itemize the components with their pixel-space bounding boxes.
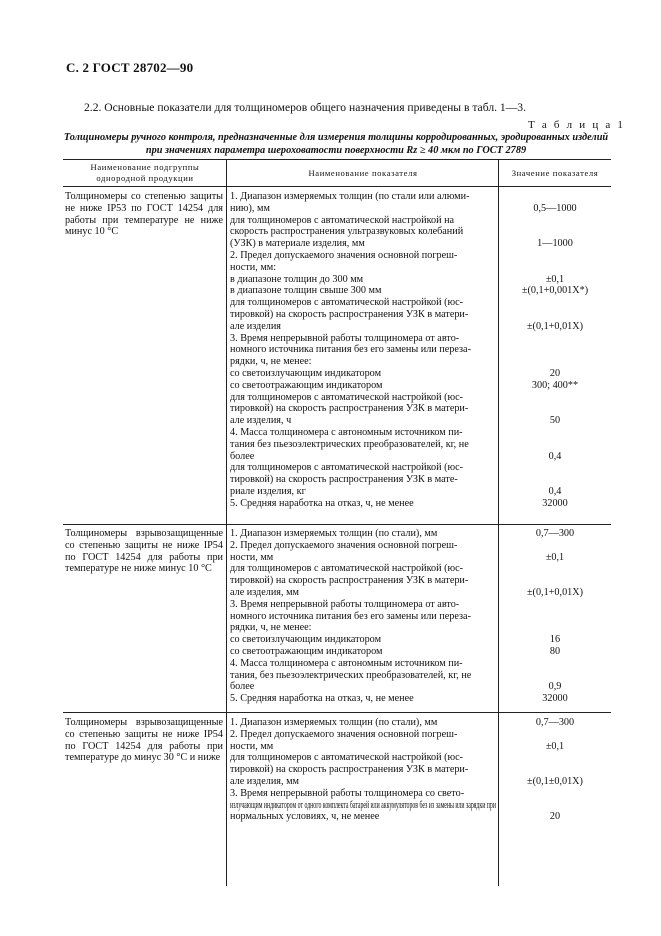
value-text: 32000 [542,497,568,509]
value-text: 80 [549,646,561,657]
indicator-line: для толщиномеров с автоматической настройкой (юс- [230,752,464,764]
page-header: С. 2 ГОСТ 28702—90 [66,60,194,75]
indicator-line: 3. Время непрерывной работы толщиномера от авто- [230,598,460,610]
header-divider-1 [226,159,227,186]
indicator-line: тировкой) на скорость распространения УЗК в матери- [230,403,469,415]
indicator-line: риале изделия, кг [230,486,306,497]
indicator-line: 2. Предел допускаемого значения основной погреш- [230,539,458,551]
body-divider-1 [226,186,227,886]
indicator-line: 5. Средняя наработка на отказ, ч, не менее [230,497,414,509]
value-text: ±(0,1+0,01X) [526,320,584,332]
body-divider-2 [498,186,499,886]
indicator-line: для толщиномеров с автоматической настройкой на [230,214,455,226]
indicator-line: 2. Предел допускаемого значения основной погреш- [230,728,458,740]
indicator-line: скорость распространения ультразвуковых колебаний [230,226,464,238]
value-text: 300; 400** [531,379,579,391]
indicator-line: тировкой) на скорость распространения УЗК в мате- [230,474,458,486]
indicator-line: 1. Диапазон измеряемых толщин (по стали или алюми- [230,191,470,202]
indicator-line: тания без пьезоэлектрических преобразователей, кг, не [230,438,469,450]
value-text: ±(0,1+0,001X*) [521,285,589,297]
value-text: 0,4 [548,486,562,497]
indicator-line: 1. Диапазон измеряемых толщин (по стали), мм [230,717,438,728]
indicator-line: рядки, ч, не менее: [230,622,312,634]
indicator-line: в диапазоне толщин до 300 мм [230,273,364,285]
header-rule-top [63,159,611,160]
value-text: ±(0,1+0,01X) [526,587,584,598]
value-text: 0,7—300 [535,717,575,728]
indicator-line: ности, мм: [230,261,277,273]
indicator-line: рядки, ч, не менее: [230,356,312,368]
indicator-line: 3. Время непрерывной работы толщиномера со свето- [230,787,465,799]
indicator-line: 2. Предел допускаемого значения основной погреш- [230,250,458,261]
indicator-line: для толщиномеров с автоматической настройкой (юс- [230,391,464,403]
value-text: 0,7—300 [535,528,575,539]
group-separator-1 [63,524,611,525]
value-text: ±0,1 [545,740,565,752]
indicator-line: тировкой) на скорость распространения УЗК в матери- [230,575,469,587]
value-text: 0,5—1000 [533,202,577,214]
indicator-line: ности, мм [230,740,274,752]
indicator-line: тания, без пьезоэлектрических преобразователей, кг, не [230,669,472,681]
indicator-line: але изделия [230,320,281,332]
indicator-line: со светоизлучающим индикатором [230,634,382,646]
subgroup-cell: Толщиномеры со степенью защиты не ниже IP53 по ГОСТ 14254 для работы при температуре не ниже минус 10 °С [65,191,223,238]
indicator-line: со светоотражающим индикатором [230,646,383,657]
indicator-line: излучающим индикатором от одного комплекта батарей или аккумуляторов без из замены или зарядки при [230,799,496,811]
value-text: 20 [549,368,561,379]
col-header-indicator: Наименование показателя [308,168,418,178]
indicator-line: в диапазоне толщин свыше 300 мм [230,285,382,297]
indicator-line: для толщиномеров с автоматической настройкой (юс- [230,462,464,474]
indicator-line: тировкой) на скорость распространения УЗК в матери- [230,764,469,776]
value-text: 0,9 [548,681,562,693]
value-text: 1—1000 [537,238,573,250]
value-text: 16 [549,634,561,646]
indicator-line: 5. Средняя наработка на отказ, ч, не менее [230,693,414,705]
indicator-line: 3. Время непрерывной работы толщиномера от авто- [230,332,460,344]
indicator-line: более [230,681,255,693]
indicator-line: номного источника питания без его замены или переза- [230,344,471,356]
indicator-line: але изделия, мм [230,587,299,598]
header-rule-bottom [63,186,611,187]
value-text: ±(0,1±0,01X) [527,776,583,787]
intro-paragraph: 2.2. Основные показатели для толщиномеров общего назначения приведены в табл. 1—3. [84,101,526,114]
value-text: ±0,1 [545,551,565,563]
value-text: 50 [549,415,561,427]
indicator-line: 4. Масса толщиномера с автономным источником пи- [230,657,463,669]
table-label: Т а б л и ц а 1 [528,119,626,131]
indicator-line: але изделия, мм [230,776,299,787]
indicator-line: тировкой) на скорость распространения УЗК в матери- [230,309,469,320]
col-header-subgroup: Наименование подгруппы однородной продукции [90,162,200,183]
indicator-line: нию), мм [230,202,270,214]
indicator-line: номного источника питания без его замены или переза- [230,610,471,622]
header-divider-2 [498,159,499,186]
value-text: ±0,1 [545,273,565,285]
indicator-line: нормальных условиях, ч, не менее [230,811,380,823]
indicator-line: со светоизлучающим индикатором [230,368,382,379]
indicator-line: але изделия, ч [230,415,292,427]
indicator-line: 4. Масса толщиномера с автономным источником пи- [230,427,463,438]
table-caption: Толщиномеры ручного контроля, предназначенные для измерения толщины корродированных, эродированных изделий при значениях параметра шероховатости поверхности Rz ≥ 40 мкм по ГОСТ 2789 [63,132,609,156]
indicator-line: более [230,450,255,462]
subgroup-cell: Толщиномеры взрывозащищенные со степенью защиты не ниже IP54 по ГОСТ 14254 для работы при температуре до минус 30 °С и ниже [65,717,223,764]
group-separator-2 [63,712,611,713]
indicator-line: ности, мм [230,551,274,563]
value-text: 0,4 [548,450,562,462]
indicator-line: для толщиномеров с автоматической настройкой (юс- [230,297,464,309]
subgroup-cell: Толщиномеры взрывозащищенные со степенью защиты не ниже IP54 по ГОСТ 14254 для работы при температуре не ниже минус 10 °С [65,528,223,575]
indicator-line: для толщиномеров с автоматической настройкой (юс- [230,563,464,575]
indicator-line: со светоотражающим индикатором [230,379,383,391]
value-text: 32000 [542,693,568,705]
indicator-line: 1. Диапазон измеряемых толщин (по стали), мм [230,528,438,539]
col-header-value: Значение показателя [511,168,599,178]
indicator-line: (УЗК) в материале изделия, мм [230,238,365,250]
value-text: 20 [549,811,561,823]
